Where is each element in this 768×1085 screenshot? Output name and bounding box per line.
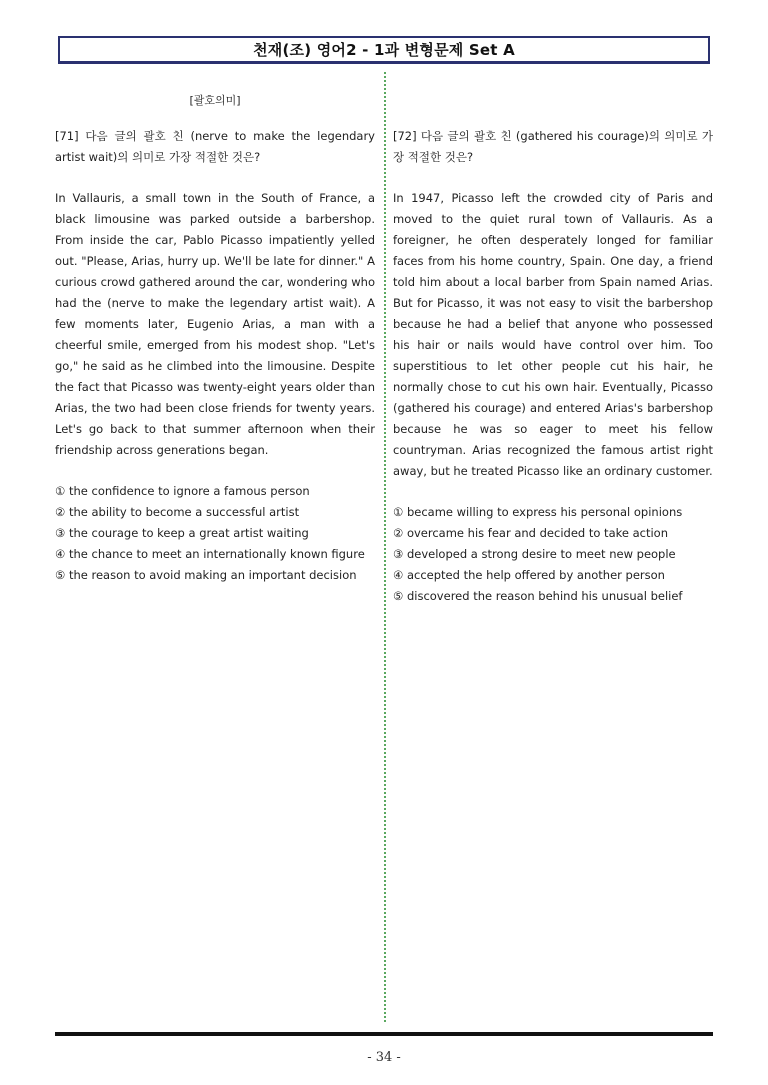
page-number: - 34 - <box>367 1050 401 1065</box>
question-71: [71] 다음 글의 괄호 친 (nerve to make the legendary artist wait)의 의미로 가장 적절한 것은? <box>55 129 375 164</box>
header-box <box>58 36 710 64</box>
choices-71 <box>55 481 375 586</box>
choice-item: ② the ability to become a successful artist <box>55 505 300 519</box>
passage-72: In 1947, Picasso left the crowded city of Paris and moved to the quiet rural town of Vallauris. As a foreigner, he often desperately longed for familiar faces from his home country, Spain. One day, a friend told him about a local barber from Spain named Arias. But for Picasso, it was not easy to visit the barbershop because he had a belief that anyone who possessed his hair or nails would have control over him. Too superstitious to let other people cut his hair, he normally chose to cut his own hair. Eventually, Picasso (gathered his courage) and entered Arias's barbershop because he was so eager to meet his fellow countryman. Arias recognized the famous artist right away, but he treated Picasso like an ordinary customer. <box>393 191 713 478</box>
passage-71: In Vallauris, a small town in the South of France, a black limousine was parked outside a barbershop. From inside the car, Pablo Picasso impatiently yelled out. "Please, Arias, hurry up. We'll be late for dinner." A curious crowd gathered around the car, wondering who had the (nerve to make the legendary artist wait). A few moments later, Eugenio Arias, a man with a cheerful smile, emerged from his modest shop. "Let's go," he said as he climbed into the limousine. Despite the fact that Picasso was twenty-eight years older than Arias, the two had been close friends for twenty years. Let's go back to that summer afternoon when their friendship across generations began. <box>55 191 375 457</box>
choice-item: ④ the chance to meet an internationally known figure <box>55 547 365 561</box>
choice-item: ④ accepted the help offered by another person <box>393 568 665 582</box>
footer-rule <box>55 1032 713 1036</box>
choice-item: ⑤ the reason to avoid making an important decision <box>55 568 357 582</box>
choice-item: ① the confidence to ignore a famous person <box>55 484 310 498</box>
choices-72 <box>393 502 713 607</box>
column-divider <box>384 72 386 1022</box>
left-column <box>55 90 375 586</box>
page-title: 천재(조) 영어2 - 1과 변형문제 Set A <box>253 41 515 59</box>
choice-item: ⑤ discovered the reason behind his unusual belief <box>393 589 683 603</box>
question-72: [72] 다음 글의 괄호 친 (gathered his courage)의 의미로 가장 적절한 것은? <box>393 129 713 164</box>
choice-item: ③ the courage to keep a great artist waiting <box>55 526 309 540</box>
section-label: [괄호의미] <box>189 94 241 107</box>
choice-item: ① became willing to express his personal opinions <box>393 505 683 519</box>
right-column <box>393 90 713 607</box>
choice-item: ② overcame his fear and decided to take action <box>393 526 668 540</box>
choice-item: ③ developed a strong desire to meet new people <box>393 547 676 561</box>
